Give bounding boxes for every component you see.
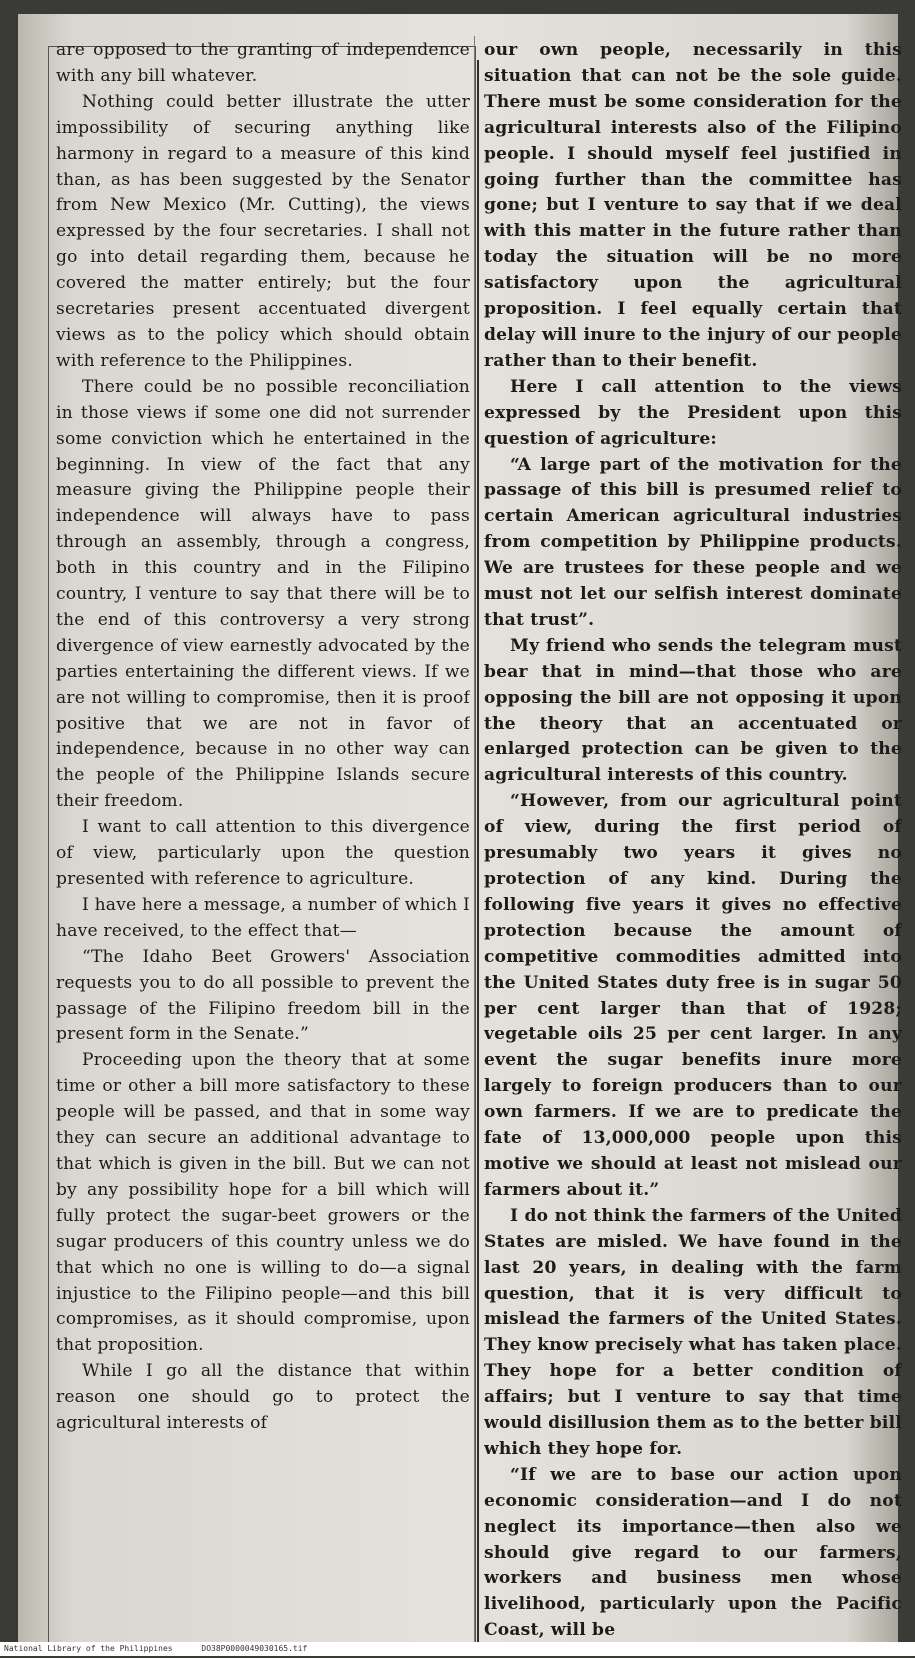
quoted-president: “However, from our agricultural point of view, during the first period of presumably two years it gives no protection of any kind. During the following five years it gives no effective protection because the amount of competitive commodities admitted into the United States duty free is in sugar 50 per cent larger than that of 1928; vegetable oils 25 per cent larger. In any event the sugar benefits inure more largely to foreign producers than to our own farmers. If we are to predicate the fate of 13,000,000 people upon this motive we should at least not mislead our farmers about it.” xyxy=(484,791,902,1200)
right-column xyxy=(484,38,902,1646)
paragraph: I want to call attention to this divergence of view, particularly upon the question presented with reference to agriculture. xyxy=(56,817,470,889)
scan-footer xyxy=(0,1642,915,1656)
paragraph: Here I call attention to the views expressed by the President upon this question of agriculture: xyxy=(484,376,902,449)
quoted-president: “If we are to base our action upon economic consideration—and I do not neglect its importance—then also we should give regard to our farmers, workers and business men whose livelihood, particularly upon the Pacific Coast, will be xyxy=(484,1464,902,1641)
column-divider-shadow xyxy=(474,36,475,1656)
paragraph: Proceeding upon the theory that at some time or other a bill more satisfactory to these people will be passed, and that in some way they can secure an additional advantage to that which is given in the bill. But we can not by any possibility hope for a bill which will fully protect the sugar-beet growers or the sugar producers of this country unless we do that which no one is willing to do—a signal injustice to the Filipino people—and this bill compromises, as it should compromise, upon that proposition. xyxy=(56,1050,470,1356)
paragraph: our own people, necessarily in this situation that can not be the sole guide. There must be some consideration for the agricultural interests also of the Filipino people. I should myself feel justified in going further than the committee has gone; but I venture to say that if we deal with this matter in the future rather than today the situation will be no more satisfactory upon the agricultural proposition. I feel equally certain that delay will inure to the injury of our people rather than to their benefit. xyxy=(484,40,902,371)
library-name: National Library of the Philippines xyxy=(4,1644,173,1653)
column-divider xyxy=(477,60,479,1654)
paragraph: While I go all the distance that within reason one should go to protect the agricultural interests of xyxy=(56,1361,470,1434)
paragraph: I do not think the farmers of the United States are misled. We have found in the last 20 years, in dealing with the farm question, that it is very difficult to mislead the farmers of the United States. They know precisely what has taken place. They hope for a better condition of affairs; but I venture to say that time would disillusion them as to the better bill which they hope for. xyxy=(484,1205,902,1459)
file-id: DO38P0000049030165.tif xyxy=(201,1644,308,1653)
paragraph: I have here a message, a number of which I have received, to the effect that— xyxy=(56,894,470,941)
paragraph: There could be no possible reconciliation in those views if some one did not surrender some conviction which he entertained in the beginning. In view of the fact that any measure giving the Philippine people their independence will always have to pass through an assembly, through a congress, both in this country and in the Filipino country, I venture to say that there will be to the end of this controversy a very strong divergence of view earnestly advocated by the parties entertaining the different views. If we are not willing to compromise, then it is proof positive that we are not in favor of independence, because in no other way can the people of the Philippine Islands secure their freedom. xyxy=(56,376,470,812)
newspaper-page xyxy=(18,14,902,1644)
paragraph: Nothing could better illustrate the utter impossibility of securing anything like harmony in regard to a measure of this kind than, as has been suggested by the Senator from New Mexico (Mr. Cutting), the views expressed by the four secretaries. I shall not go into detail regarding them, because he covered the matter entirely; but the four secretaries present accentuated divergent views as to the policy which should obtain with reference to the Philippines. xyxy=(56,91,470,371)
quoted-president: “A large part of the motivation for the passage of this bill is presumed relief to certain American agricultural industries from competition by Philippine products. We are trustees for these people and we must not let our selfish interest dominate that trust”. xyxy=(484,454,902,630)
quoted-telegram: “The Idaho Beet Growers' Association requests you to do all possible to prevent the passage of the Filipino freedom bill in the present form in the Senate.” xyxy=(56,946,470,1045)
paragraph: are opposed to the granting of independence with any bill whatever. xyxy=(56,40,470,86)
left-column xyxy=(56,38,470,1646)
paragraph: My friend who sends the telegram must bear that in mind—that those who are opposing the bill are not opposing it upon the theory that an accentuated or enlarged protection can be given to the agricultural interests of this country. xyxy=(484,635,902,786)
